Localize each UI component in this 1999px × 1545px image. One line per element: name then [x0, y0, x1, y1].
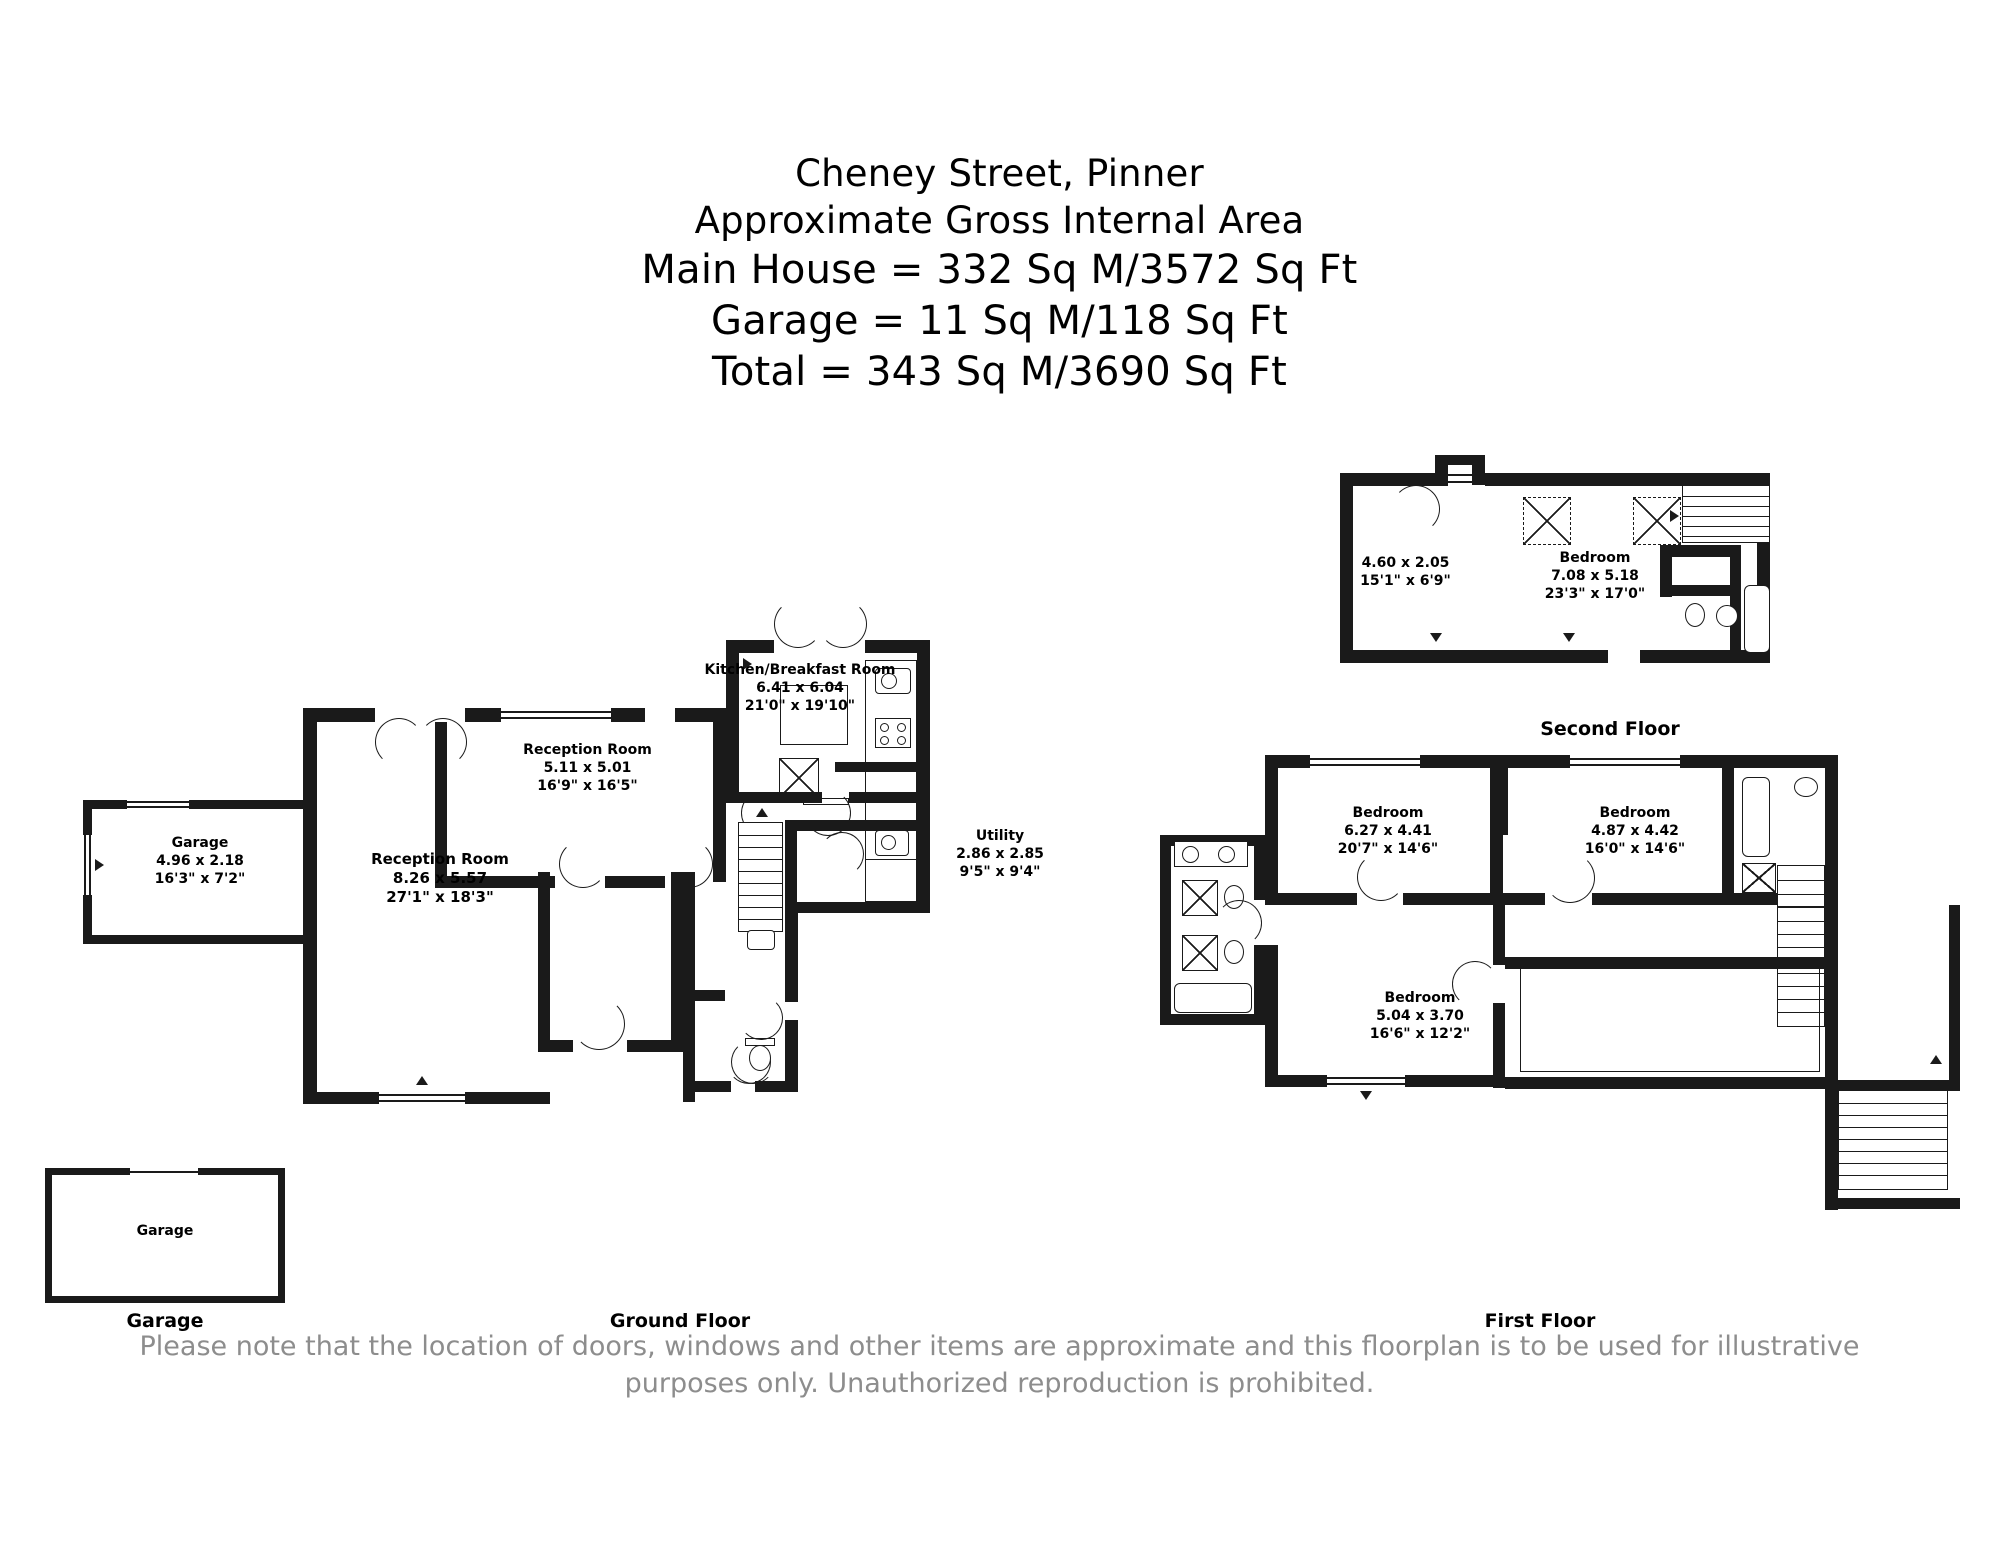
gf-recep2-door-arc	[559, 840, 607, 888]
ff-bed3-wall-bottom	[1265, 1075, 1327, 1087]
gf-kitchen-bay-arc-left	[774, 600, 822, 648]
gf-bay-window-arrow	[416, 1076, 428, 1085]
ff-right-ext-wall-right	[1949, 905, 1960, 1090]
second-staircase	[1682, 485, 1770, 543]
gf-utility-wall-right	[917, 820, 930, 912]
caption-ground-floor: Ground Floor	[609, 1310, 751, 1332]
gf-garage-wall-top	[83, 800, 308, 809]
sf-toilet	[1685, 603, 1705, 627]
ff-right-bathtub	[1742, 777, 1770, 857]
ff-bed3-window-arrow	[1360, 1091, 1372, 1100]
sf-dormer-top	[1435, 455, 1485, 465]
ground-staircase-arrow	[756, 808, 768, 817]
gf-bay-window	[379, 1094, 465, 1102]
gf-main-wall-left	[303, 708, 317, 964]
ff-right-bath-wall-left	[1722, 768, 1734, 893]
sf-arrow-bottom-mid	[1563, 633, 1575, 642]
room-label-bed-first-2: Bedroom 4.87 x 4.42 16'0" x 14'6"	[1584, 805, 1686, 857]
gf-kitchen-wall-bottom	[835, 762, 930, 772]
ff-corridor-wall-v1	[1493, 905, 1505, 965]
sf-bathtub	[1744, 585, 1770, 653]
gf-hall-wall-right-2	[671, 872, 683, 1052]
ff-right-toilet	[1794, 777, 1818, 797]
gf-bay-wall-bottom	[317, 1092, 379, 1104]
ff-window-top-2	[1570, 758, 1680, 766]
ff-lower-right-wall-right-b	[1825, 1080, 1838, 1210]
kitchen-hob-burner-1	[880, 723, 889, 732]
first-floor-plan	[1160, 755, 1990, 1275]
gf-kitchen-wall-top	[726, 640, 774, 653]
ff-divider-1	[1490, 768, 1503, 893]
sf-staircase-arrow	[1670, 510, 1679, 522]
hall-radiator	[803, 798, 849, 805]
gf-hall-door-arc-2	[573, 998, 625, 1050]
gf-garage-window-top	[127, 801, 189, 808]
ff-bed3-wall-bottom-b	[1405, 1075, 1505, 1087]
sf-wall-top	[1340, 473, 1448, 486]
gf-utility-door-arc	[820, 832, 864, 876]
room-label-bed-first-1: Bedroom 6.27 x 4.41 20'7" x 14'6"	[1337, 805, 1439, 857]
gf-wc-door-arc	[739, 996, 783, 1040]
ff-divider-3b	[1592, 893, 1722, 905]
room-label-gf-garage: Garage 4.96 x 2.18 16'3" x 7'2"	[154, 835, 246, 887]
disclaimer-line-1: Please note that the location of doors, windows and other items are approximate and this floorplan is to be used for illustrative	[139, 1331, 1860, 1362]
gf-garage-wall-bottom	[83, 935, 308, 944]
ff-main-wall-left	[1265, 755, 1278, 900]
ff-bath-bathtub	[1174, 983, 1252, 1013]
ff-bath-wall-right	[1254, 835, 1265, 900]
ff-main-wall-right	[1825, 755, 1838, 895]
ff-bed3-door-arc	[1452, 961, 1498, 1007]
room-label-bed-second: Bedroom 7.08 x 5.18 23'3" x 17'0"	[1544, 550, 1646, 602]
ff-right-ext-wall-bottom	[1825, 1198, 1960, 1209]
gf-bottom-wall-b	[755, 1081, 798, 1092]
gf-lower-wall-left	[683, 872, 695, 1007]
kitchen-hob-burner-2	[897, 723, 906, 732]
gf-bottom-wall	[683, 1081, 731, 1092]
ground-staircase	[738, 822, 783, 932]
ff-lower-right-wall-bottom	[1505, 1077, 1835, 1089]
disclaimer	[0, 1328, 1999, 1403]
second-floor-plan	[1330, 455, 1890, 695]
room-label-reception-second: Reception Room 5.11 x 5.01 16'9" x 16'5"	[523, 742, 652, 794]
gf-main-wall-bottom-left	[303, 1092, 317, 1104]
title-line-address: Cheney Street, Pinner	[795, 152, 1204, 195]
title-line-main-house: Main House = 332 Sq M/3572 Sq Ft	[641, 246, 1358, 293]
ff-door-arc-2	[1545, 853, 1595, 903]
first-floor-lower-staircase	[1838, 1090, 1948, 1190]
ff-divider-2b	[1403, 893, 1503, 905]
ff-divider-2	[1265, 893, 1357, 905]
ff-bath-wall-bottom	[1160, 1014, 1265, 1025]
title-line-area-heading: Approximate Gross Internal Area	[694, 199, 1305, 243]
utility-sink-bowl	[881, 835, 896, 850]
gf-top-wall-a	[303, 708, 375, 722]
gf-top-door-arc-left	[375, 718, 423, 766]
kitchen-hob-burner-4	[897, 736, 906, 745]
gf-wall-recep2-bottom-b	[605, 876, 665, 888]
sf-basin	[1716, 605, 1738, 627]
ff-bath-basin-1	[1182, 846, 1199, 863]
gf-hall-wall-right	[538, 872, 550, 1052]
gf-lower-wall-right	[785, 912, 798, 1002]
garage-wall-left	[45, 1168, 52, 1303]
room-label-second-eaves: 4.60 x 2.05 15'1" x 6'9"	[1360, 555, 1451, 589]
ff-main-wall-left-b	[1265, 945, 1278, 1075]
ff-right-ext-wall-left	[1825, 1198, 1836, 1210]
ff-door-arc-3	[1216, 900, 1262, 946]
ff-divider-3	[1503, 893, 1545, 905]
first-staircase-upper	[1777, 865, 1825, 907]
sf-bath-wall-mid	[1672, 585, 1730, 596]
caption-second-floor: Second Floor	[1540, 718, 1680, 740]
wc-basin	[747, 930, 775, 950]
ff-void-outline	[1520, 967, 1820, 1072]
sf-wall-bottom	[1340, 650, 1608, 663]
gf-wall-recep2-right	[713, 708, 726, 820]
room-label-detached-garage: Garage	[136, 1223, 194, 1239]
gf-top-window	[501, 711, 611, 719]
caption-first-floor: First Floor	[1484, 1310, 1596, 1332]
gf-wall-recep2-right-b	[713, 820, 726, 882]
room-label-utility: Utility 2.86 x 2.85 9'5" x 9'4"	[956, 828, 1044, 880]
gf-utility-wall-left	[785, 820, 797, 912]
gf-kitchen-bay-arc-right	[819, 600, 867, 648]
gf-bay-wall-bottom-b	[465, 1092, 550, 1104]
ff-lower-right-wall-right	[1825, 905, 1838, 1080]
ff-lower-staircase-arrow	[1930, 1055, 1942, 1064]
gf-main-wall-left-2	[303, 944, 317, 1104]
wc-toilet	[749, 1045, 771, 1071]
gf-corridor-wall-top-b	[849, 792, 929, 803]
sf-bath-wall-right	[1730, 545, 1741, 663]
ff-window-top-1	[1310, 758, 1420, 766]
ff-bath-wall-right-b	[1254, 945, 1265, 1025]
ff-bath-shower-1	[1182, 880, 1218, 916]
disclaimer-line-2: purposes only. Unauthorized reproduction is prohibited.	[624, 1368, 1375, 1400]
ff-right-ext-wall-top	[1825, 1080, 1960, 1091]
ff-bed3-window	[1327, 1077, 1405, 1085]
sf-arrow-bottom-left	[1430, 633, 1442, 642]
gf-lower-wall-bottom	[683, 990, 725, 1001]
gf-garage-window-left	[84, 835, 91, 895]
ff-corridor-wall-v2	[1493, 1003, 1505, 1088]
ff-bath-basin-2	[1218, 846, 1235, 863]
ground-floor-plan	[75, 640, 1115, 1300]
title-block	[0, 150, 1999, 398]
ff-bath-shower-2	[1182, 935, 1218, 971]
ff-door-arc-1	[1357, 853, 1405, 901]
sf-dormer-window	[1448, 474, 1472, 483]
ff-bath-wall-left	[1160, 835, 1171, 1025]
room-label-reception-main: Reception Room 8.26 x 5.57 27'1" x 18'3"	[371, 850, 509, 907]
title-line-garage: Garage = 11 Sq M/118 Sq Ft	[711, 297, 1288, 344]
room-label-bed-first-3: Bedroom 5.04 x 3.70 16'6" x 12'2"	[1369, 990, 1471, 1042]
caption-detached-garage: Garage	[126, 1310, 204, 1332]
gf-center-wall-vertical	[726, 710, 739, 792]
sf-door-arc-top	[1392, 485, 1440, 533]
room-label-kitchen: Kitchen/Breakfast Room 6.41 x 6.04 21'0" x 19'10"	[704, 662, 896, 714]
kitchen-hob-burner-3	[880, 736, 889, 745]
ff-right-shower	[1742, 863, 1776, 893]
sf-rooflight-1	[1523, 497, 1571, 545]
gf-utility-wall-bottom	[785, 902, 930, 913]
gf-garage-arrow-left	[95, 859, 104, 871]
title-line-total: Total = 343 Sq M/3690 Sq Ft	[711, 349, 1287, 396]
